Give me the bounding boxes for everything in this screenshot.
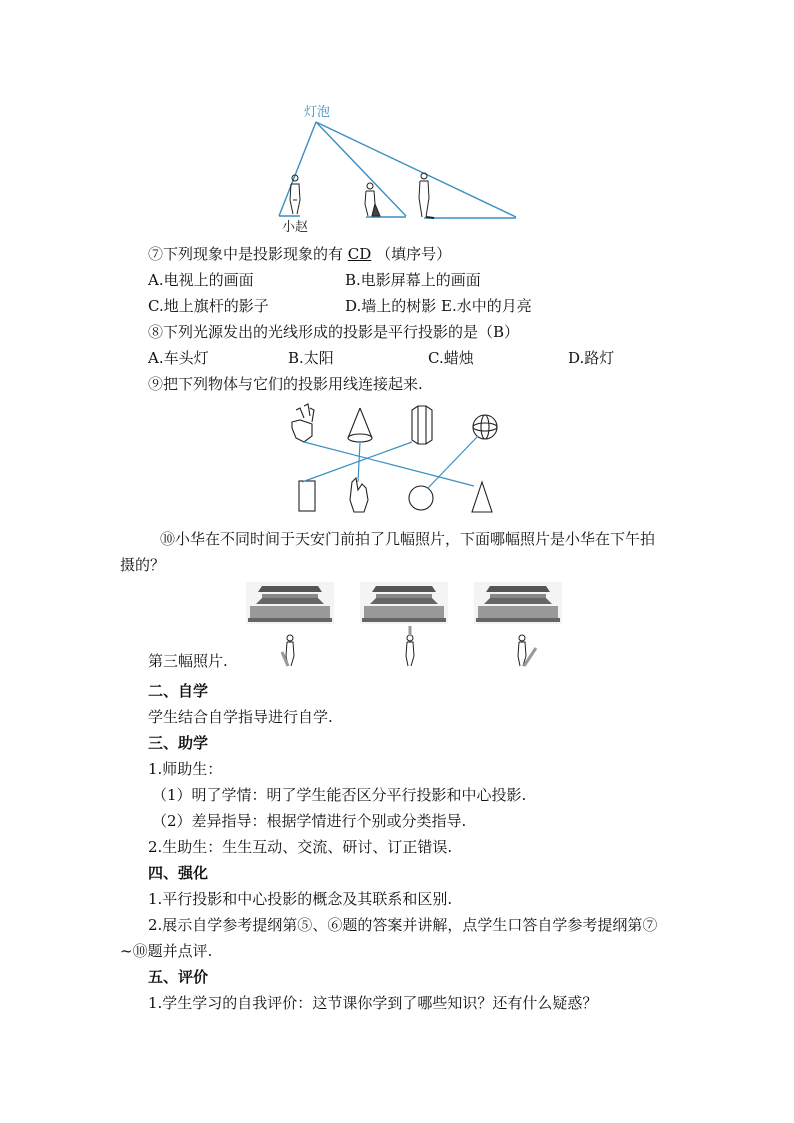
section-3-sub2: （2）差异指导：根据学情进行个别或分类指导. [152, 812, 467, 830]
sphere-icon [473, 415, 497, 439]
q8-option-a: A.车头灯 [148, 349, 209, 367]
q7-question [148, 243, 451, 265]
bulb-shadow-diagram [0, 0, 794, 240]
q7-option-b: B.电影屏幕上的画面 [345, 271, 481, 289]
section-5-title: 五、评价 [148, 968, 209, 986]
light-ray-2 [316, 122, 516, 217]
section-4-title: 四、强化 [148, 864, 209, 882]
photo-1 [246, 582, 334, 624]
tiananmen-photos [0, 580, 794, 670]
section-3-item2: 2.生助生：生生互动、交流、研讨、订正错误. [148, 838, 453, 856]
bulb-label: 灯泡 [304, 105, 331, 120]
q10-question-line1: ⑩小华在不同时间于天安门前拍了几幅照片，下面哪幅照片是小华在下午拍 [160, 530, 656, 548]
q7-option-c: C.地上旗杆的影子 [148, 297, 269, 315]
q10-question-line2: 摄的？ [120, 556, 166, 574]
hand-shadow-icon [350, 478, 368, 512]
q8-question: ⑧下列光源发出的光线形成的投影是平行投影的是（B） [148, 323, 520, 341]
photo-3 [474, 582, 562, 624]
circle-shadow-icon [409, 486, 433, 510]
q7-option-de: D.墙上的树影 E.水中的月亮 [345, 297, 532, 315]
hand-icon [292, 404, 314, 442]
q7-suffix: （填序号） [376, 245, 452, 263]
q8-option-d: D.路灯 [568, 349, 615, 367]
match-line-1 [304, 442, 474, 486]
section-4-item2-line1: 2.展示自学参考提纲第⑤、⑥题的答案并讲解，点学生口答自学参考提纲第⑦ [148, 916, 658, 934]
section-4-item1: 1.平行投影和中心投影的概念及其联系和区别. [148, 890, 453, 908]
person-label: 小赵 [282, 220, 309, 235]
match-line-2 [302, 442, 412, 482]
q7-answer: CD [347, 245, 372, 263]
section-4-item2-line2: ~⑩题并点评. [120, 942, 213, 960]
q8-option-b: B.太阳 [288, 349, 334, 367]
section-3-title: 三、助学 [148, 734, 209, 752]
q7-prefix: ⑦下列现象中是投影现象的有 [148, 245, 344, 263]
section-3-sub1: （1）明了学情：明了学生能否区分平行投影和中心投影. [152, 786, 527, 804]
light-ray-left [279, 122, 316, 216]
cone-icon [348, 408, 372, 442]
matching-diagram [0, 400, 794, 530]
q9-question: ⑨把下列物体与它们的投影用线连接起来. [148, 375, 423, 393]
hexagonal-prism-icon [412, 406, 432, 444]
person-shadow-front [406, 626, 414, 666]
person-shadow-left [282, 635, 294, 666]
q7-option-a: A.电视上的画面 [148, 271, 254, 289]
q8-option-c: C.蜡烛 [428, 349, 474, 367]
person-figure-2 [365, 183, 380, 216]
section-2-body: 学生结合自学指导进行自学. [148, 708, 333, 726]
q10-answer: 第三幅照片. [148, 652, 228, 670]
person-figure-1 [290, 175, 300, 214]
section-2-title: 二、自学 [148, 682, 209, 700]
rectangle-shadow-icon [299, 481, 315, 511]
photo-2 [360, 582, 448, 624]
light-ray-1 [316, 122, 406, 216]
triangle-shadow-icon [472, 482, 492, 512]
section-3-item1: 1.师助生： [148, 760, 223, 778]
section-5-item1: 1.学生学习的自我评价：这节课你学到了哪些知识？还有什么疑惑？ [148, 994, 598, 1012]
person-figure-3 [419, 173, 434, 218]
person-shadow-right [518, 635, 536, 666]
